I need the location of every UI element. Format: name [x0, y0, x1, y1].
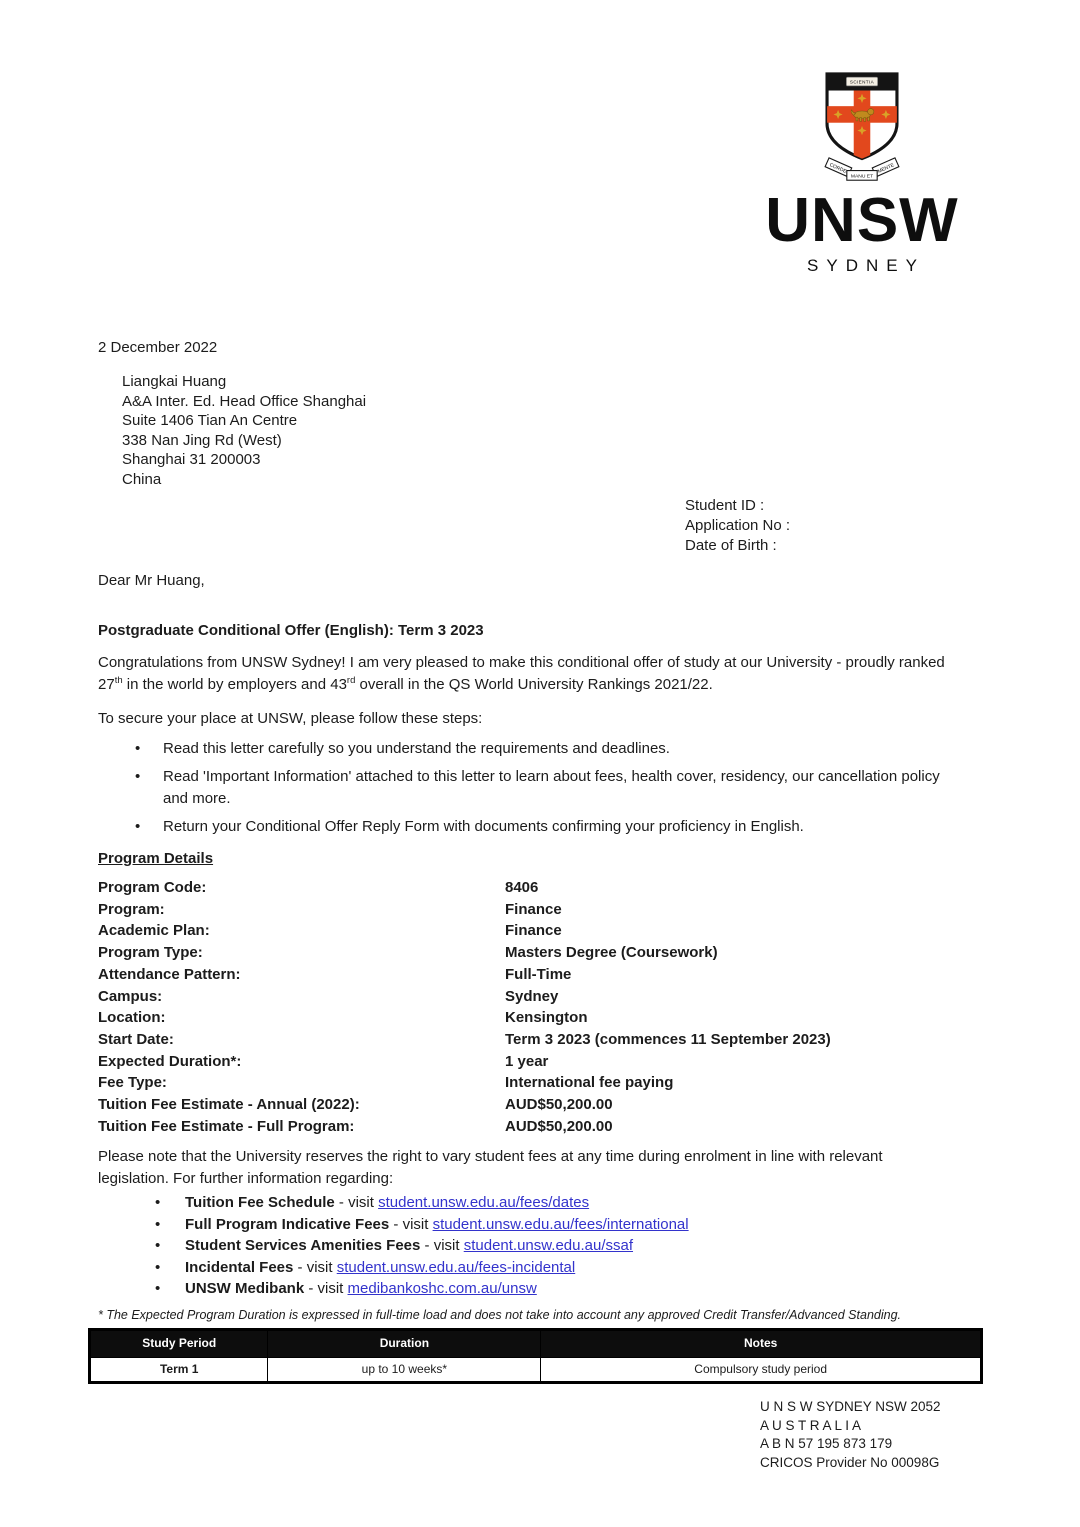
footer-line: CRICOS Provider No 00098G: [760, 1455, 940, 1471]
fee-list-item: [98, 1235, 948, 1256]
recipient-line: A&A Inter. Ed. Head Office Shanghai: [122, 392, 367, 410]
fee-item-link[interactable]: student.unsw.edu.au/fees/dates: [378, 1194, 590, 1212]
fee-item-separator: - visit: [304, 1280, 348, 1298]
program-details-heading: Program Details: [98, 849, 214, 867]
footer-line: A U S T R A L I A: [760, 1417, 862, 1433]
fee-item-separator: - visit: [420, 1237, 464, 1255]
student-id-label: Student ID :: [685, 497, 765, 514]
step-item: • Read this letter carefully so you understand the requirements and deadlines.: [98, 738, 948, 760]
footer-line: U N S W SYDNEY NSW 2052: [760, 1399, 941, 1414]
program-detail-row: [98, 1051, 948, 1073]
ordinal-superscript: th: [114, 674, 123, 686]
program-detail-value: 1 year: [505, 1052, 549, 1070]
offer-title: Postgraduate Conditional Offer (English): Term 3 2023: [98, 621, 484, 639]
study-period-table: [88, 1328, 983, 1384]
program-detail-label: Academic Plan:: [98, 922, 210, 940]
recipient-line: China: [122, 470, 162, 488]
program-detail-value: Masters Degree (Coursework): [505, 944, 718, 962]
fee-item-label: Full Program Indicative Fees: [185, 1215, 390, 1233]
program-detail-value: Finance: [505, 900, 562, 918]
intro-text: Congratulations from UNSW Sydney! I am very pleased to make this conditional offer of study at our University - proudly ranked 27: [98, 654, 945, 693]
recipient-line: Suite 1406 Tian An Centre: [122, 412, 298, 429]
ordinal-superscript: rd: [346, 674, 356, 686]
fee-item-label: Tuition Fee Schedule: [185, 1194, 335, 1212]
letter-date: 2 December 2022: [98, 339, 218, 356]
study-table-row: [90, 1357, 982, 1383]
fees-links-list: [98, 1192, 948, 1299]
fee-list-item: [98, 1257, 948, 1278]
date-of-birth-label: Date of Birth :: [685, 537, 777, 554]
program-detail-row: [98, 1007, 948, 1029]
program-detail-row: [98, 920, 948, 942]
recipient-line: 338 Nan Jing Rd (West): [122, 431, 282, 449]
program-detail-label: Campus:: [98, 987, 163, 1005]
crest-motto-top: SCIENTIA: [849, 79, 875, 85]
fee-item-label: Student Services Amenities Fees: [185, 1237, 421, 1255]
fee-item-separator: - visit: [334, 1194, 379, 1212]
program-details-list: [98, 877, 948, 1137]
fee-item-link[interactable]: student.unsw.edu.au/fees/international: [432, 1215, 689, 1233]
program-detail-label: Program Code:: [98, 879, 207, 896]
program-detail-value: Term 3 2023 (commences 11 September 2023): [505, 1030, 831, 1048]
steps-list: [98, 738, 948, 838]
unsw-wordmark-city: SYDNEY: [807, 255, 925, 275]
fee-item-link[interactable]: student.unsw.edu.au/fees-incidental: [336, 1258, 576, 1276]
program-detail-value: International fee paying: [505, 1074, 674, 1092]
unsw-logo: [762, 72, 962, 276]
fee-item-link[interactable]: medibankoshc.com.au/unsw: [347, 1280, 537, 1298]
step-item: • Return your Conditional Offer Reply Form with documents confirming your proficiency in English.: [98, 816, 948, 838]
program-detail-label: Attendance Pattern:: [98, 965, 241, 983]
fee-list-item: [98, 1214, 948, 1235]
intro-paragraph: [98, 652, 948, 695]
program-detail-row: [98, 877, 948, 899]
duration-cell: up to 10 weeks*: [268, 1357, 541, 1383]
crest-motto-right: MENTE: [877, 163, 896, 175]
fee-list-item: [98, 1192, 948, 1213]
program-detail-row: [98, 942, 948, 964]
fee-list-item: [98, 1278, 948, 1299]
unsw-wordmark: UNSW: [765, 186, 959, 255]
crest-motto-center: MANU ET: [850, 174, 874, 180]
crest-motto-left: CORDE: [828, 163, 847, 175]
step-item: • Read 'Important Information' attached to this letter to learn about fees, health cover, residency, our cancellation policy and more.: [98, 766, 948, 809]
program-detail-row: [98, 1116, 948, 1138]
fee-item-link[interactable]: student.unsw.edu.au/ssaf: [463, 1237, 634, 1255]
program-detail-label: Start Date:: [98, 1030, 174, 1048]
program-detail-value: 8406: [505, 879, 539, 896]
duration-footnote: * The Expected Program Duration is expressed in full-time load and does not take into account any approved Credit Transfer/Advanced Standing.: [98, 1308, 901, 1323]
program-detail-row: [98, 899, 948, 921]
program-detail-row: [98, 986, 948, 1008]
study-table-header: Duration: [268, 1330, 541, 1358]
study-table-header-row: [90, 1330, 982, 1358]
student-meta: [685, 496, 790, 556]
program-detail-row: [98, 1072, 948, 1094]
fee-item-separator: - visit: [389, 1215, 433, 1233]
program-detail-value: Kensington: [505, 1009, 588, 1027]
program-detail-label: Tuition Fee Estimate - Full Program:: [98, 1117, 355, 1135]
program-detail-row: [98, 1029, 948, 1051]
study-table-header: Study Period: [90, 1330, 268, 1358]
program-detail-value: Sydney: [505, 987, 559, 1005]
program-detail-value: Full-Time: [505, 965, 572, 983]
program-detail-label: Program:: [98, 900, 165, 918]
program-detail-label: Tuition Fee Estimate - Annual (2022):: [98, 1096, 360, 1114]
steps-lead: To secure your place at UNSW, please follow these steps:: [98, 710, 483, 727]
application-no-label: Application No :: [685, 517, 791, 534]
intro-text: overall in the QS World University Rankings 2021/22.: [355, 675, 713, 693]
fee-item-label: UNSW Medibank: [185, 1280, 305, 1298]
program-detail-label: Fee Type:: [98, 1074, 167, 1092]
recipient-line: Liangkai Huang: [122, 373, 227, 390]
program-detail-row: [98, 1094, 948, 1116]
program-detail-label: Location:: [98, 1009, 166, 1027]
program-detail-label: Expected Duration*:: [98, 1052, 242, 1070]
program-detail-value: AUD$50,200.00: [505, 1117, 613, 1135]
fees-note: Please note that the University reserves the right to vary student fees at any time during enrolment in line with relevant legislation. For further information regarding:: [98, 1148, 883, 1187]
footer-line: A B N 57 195 873 179: [760, 1436, 893, 1452]
program-detail-row: [98, 964, 948, 986]
program-detail-value: AUD$50,200.00: [505, 1096, 613, 1114]
program-detail-value: Finance: [505, 922, 562, 940]
study-period-cell: Term 1: [90, 1357, 268, 1383]
study-table-header: Notes: [541, 1330, 982, 1358]
fee-item-label: Incidental Fees: [185, 1258, 294, 1276]
program-detail-label: Program Type:: [98, 944, 203, 962]
letter-body: [98, 570, 948, 1384]
notes-cell: Compulsory study period: [541, 1357, 982, 1383]
intro-text: in the world by employers and 43: [122, 675, 347, 693]
unsw-crest-icon: [816, 72, 908, 190]
recipient-address: [122, 372, 366, 489]
crest-ribbons: [825, 158, 899, 180]
fee-item-separator: - visit: [293, 1258, 337, 1276]
recipient-line: Shanghai 31 200003: [122, 451, 261, 468]
letter-footer: [760, 1398, 941, 1473]
greeting: Dear Mr Huang,: [98, 572, 205, 589]
